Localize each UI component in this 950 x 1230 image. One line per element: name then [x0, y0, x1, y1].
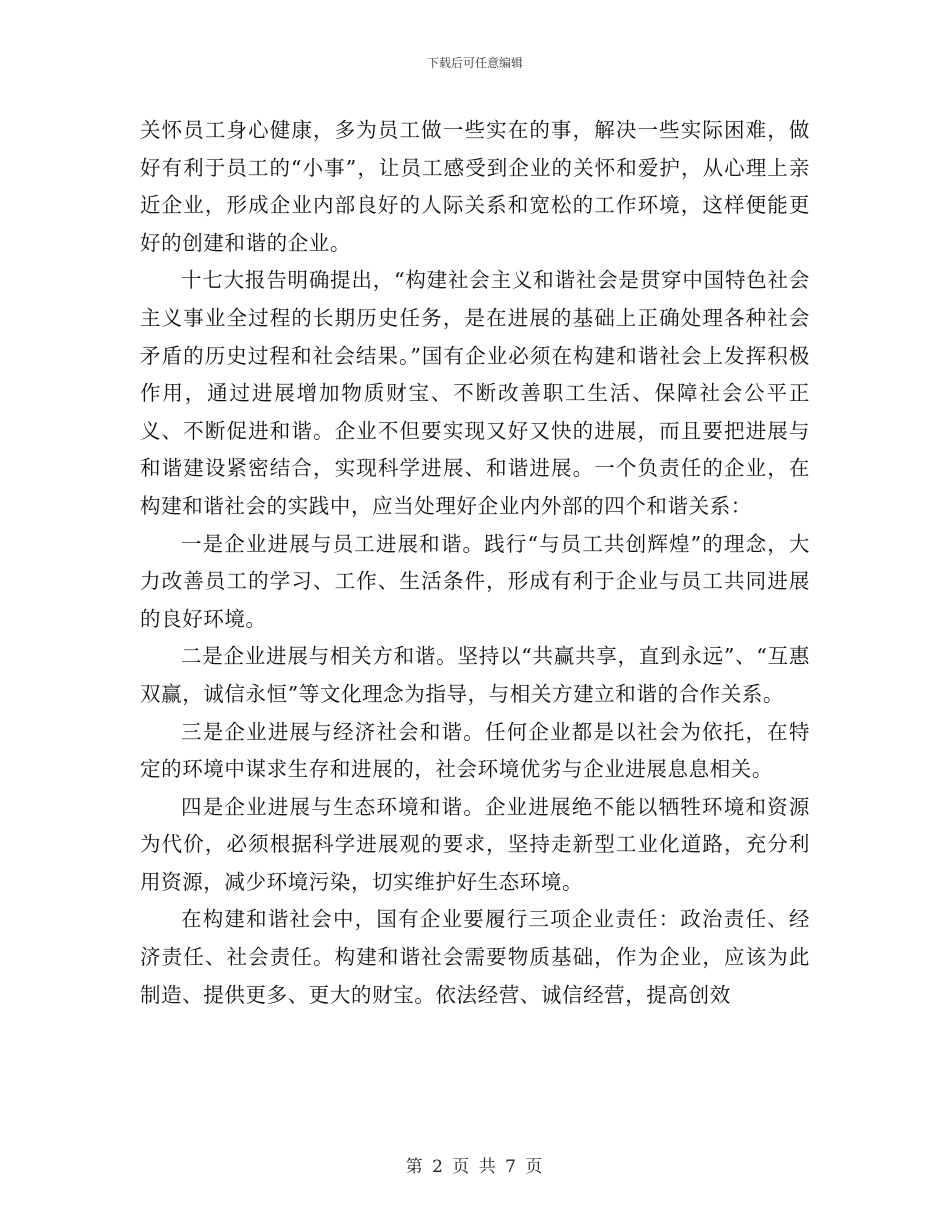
paragraph-4: 二是企业进展与相关方和谐。坚持以“共赢共享，直到永远”、“互惠双赢，诚信永恒”等文化理念为指导，与相关方建立和谐的合作关系。: [140, 644, 810, 706]
paragraph-3: 一是企业进展与员工进展和谐。践行“与员工共创辉煌”的理念，大力改善员工的学习、工作、生活条件，形成有利于企业与员工共同进展的良好环境。: [140, 531, 810, 631]
document-body: [140, 112, 810, 1014]
paragraph-2: 十七大报告明确提出，“构建社会主义和谐社会是贯穿中国特色社会主义事业全过程的长期历史任务，是在进展的基础上正确处理各种社会矛盾的历史过程和社会结果。”国有企业必须在构建和谐社会上发挥积极作用，通过进展增加物质财宝、不断改善职工生活、保障社会公平正义、不断促进和谐。企业不但要实现又好又快的进展，而且要把进展与和谐建设紧密结合，实现科学进展、和谐进展。一个负责任的企业，在构建和谐社会的实践中，应当处理好企业内外部的四个和谐关系：: [140, 268, 810, 518]
page-number: 第 2 页 共 7 页: [405, 1157, 545, 1177]
paragraph-7: 在构建和谐社会中，国有企业要履行三项企业责任：政治责任、经济责任、社会责任。构建和谐社会需要物质基础，作为企业，应该为此制造、提供更多、更大的财宝。依法经营、诚信经营，提高创效: [140, 907, 810, 1007]
page-header-note: 下载后可任意编辑: [426, 56, 523, 70]
paragraph-5: 三是企业进展与经济社会和谐。任何企业都是以社会为依托，在特定的环境中谋求生存和进展的，社会环境优劣与企业进展息息相关。: [140, 719, 810, 782]
paragraph-1: 关怀员工身心健康，多为员工做一些实在的事，解决一些实际困难，做好有利于员工的“小事”，让员工感受到企业的关怀和爱护，从心理上亲近企业，形成企业内部良好的人际关系和宽松的工作环境，这样便能更好的创建和谐的企业。: [140, 118, 810, 255]
paragraph-6: 四是企业进展与生态环境和谐。企业进展绝不能以牺牲环境和资源为代价，必须根据科学进展观的要求，坚持走新型工业化道路，充分利用资源，减少环境污染，切实维护好生态环境。: [140, 794, 810, 894]
